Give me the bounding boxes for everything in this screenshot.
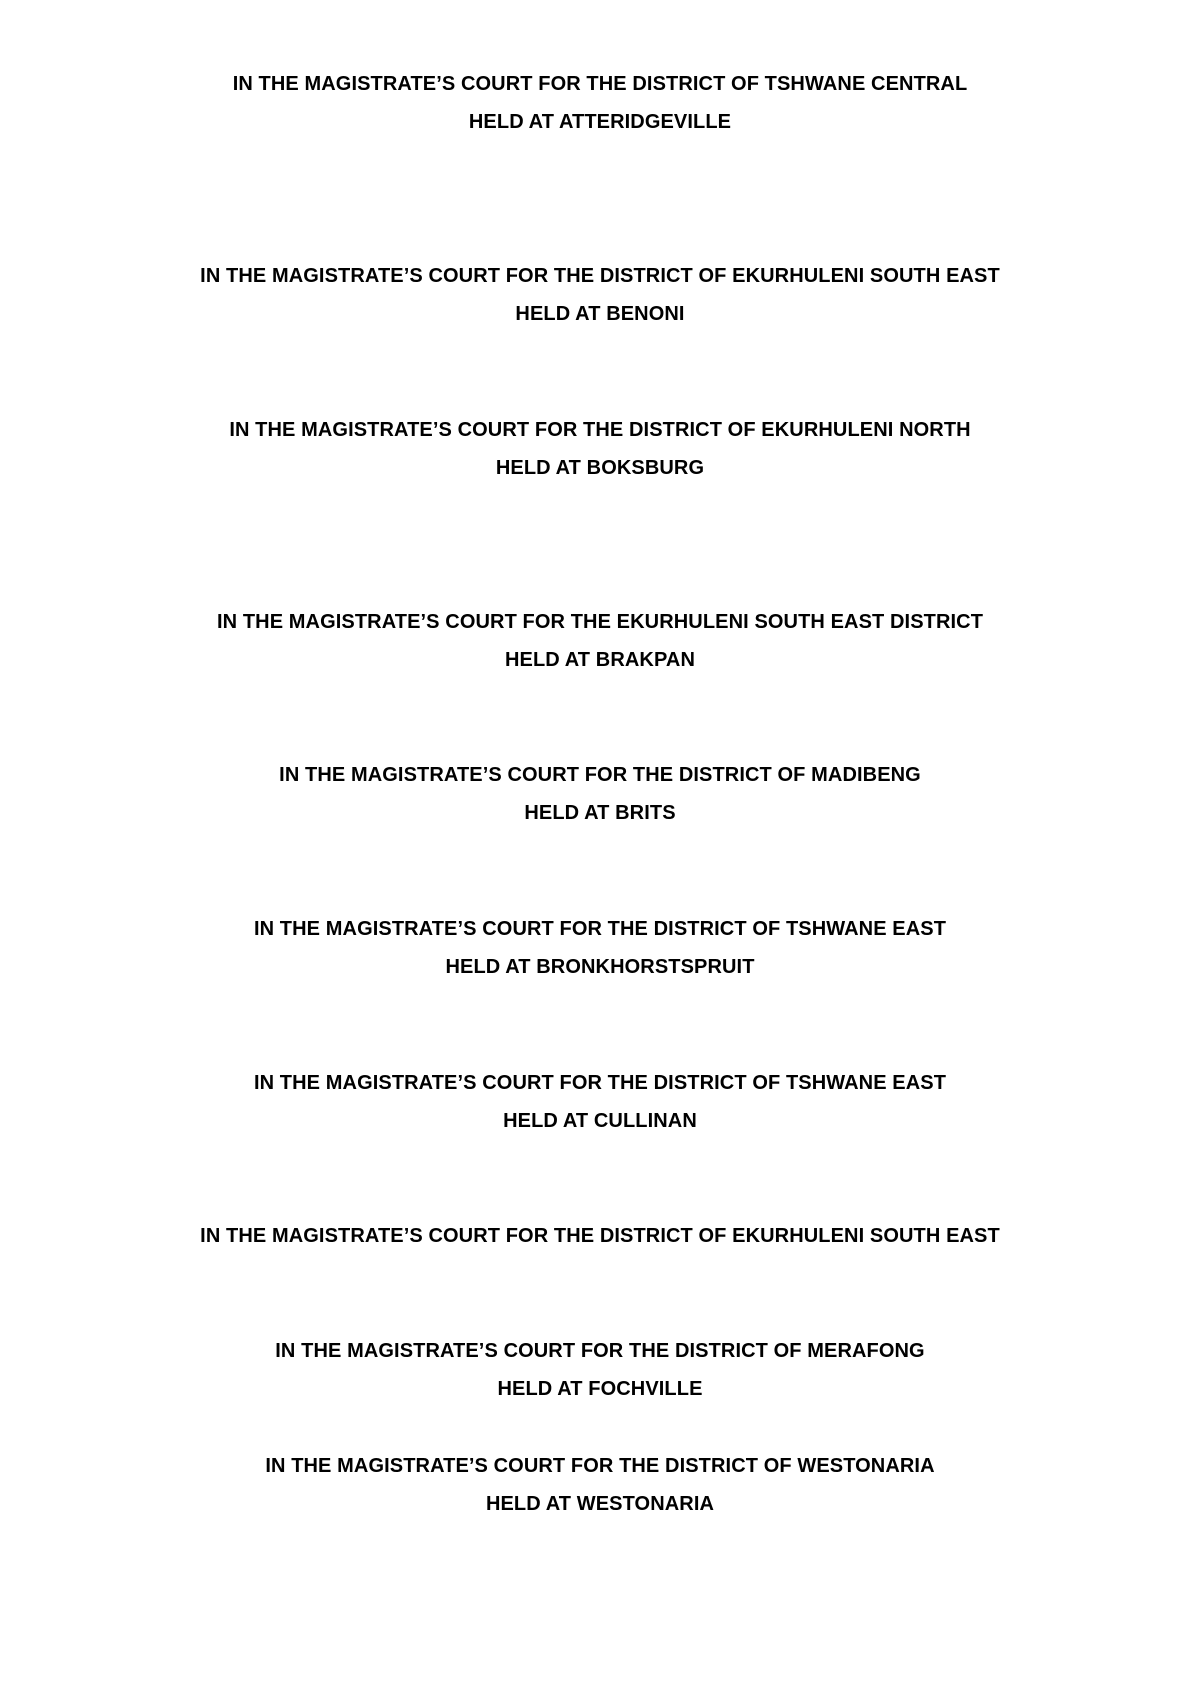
- court-venue: HELD AT CULLINAN: [503, 1110, 697, 1132]
- court-heading-block: [0, 257, 1200, 333]
- court-heading-block: [0, 1447, 1200, 1523]
- court-heading-block: [0, 756, 1200, 832]
- court-venue: HELD AT FOCHVILLE: [497, 1378, 703, 1400]
- court-heading-block: [0, 603, 1200, 679]
- court-heading-block: [0, 1217, 1200, 1255]
- court-venue: HELD AT BRONKHORSTSPRUIT: [445, 956, 755, 978]
- court-title: IN THE MAGISTRATE’S COURT FOR THE DISTRICT OF TSHWANE EAST: [253, 918, 947, 940]
- court-title: IN THE MAGISTRATE’S COURT FOR THE DISTRICT OF EKURHULENI SOUTH EAST: [200, 1225, 1000, 1247]
- court-title: IN THE MAGISTRATE’S COURT FOR THE DISTRICT OF WESTONARIA: [265, 1455, 935, 1477]
- court-venue: HELD AT BENONI: [515, 303, 685, 325]
- court-venue: HELD AT ATTERIDGEVILLE: [468, 111, 732, 133]
- court-venue: HELD AT WESTONARIA: [485, 1493, 715, 1515]
- court-title: IN THE MAGISTRATE’S COURT FOR THE DISTRICT OF MADIBENG: [279, 764, 921, 786]
- court-title: IN THE MAGISTRATE’S COURT FOR THE DISTRICT OF TSHWANE EAST: [253, 1072, 947, 1094]
- court-title: IN THE MAGISTRATE’S COURT FOR THE DISTRICT OF MERAFONG: [275, 1340, 925, 1362]
- court-venue: HELD AT BRITS: [524, 802, 676, 824]
- court-heading-block: [0, 65, 1200, 141]
- court-heading-block: [0, 1064, 1200, 1140]
- court-title: IN THE MAGISTRATE’S COURT FOR THE EKURHULENI SOUTH EAST DISTRICT: [216, 611, 984, 633]
- court-venue: HELD AT BRAKPAN: [504, 649, 695, 671]
- court-title: IN THE MAGISTRATE’S COURT FOR THE DISTRICT OF EKURHULENI SOUTH EAST: [200, 265, 1000, 287]
- court-heading-block: [0, 411, 1200, 487]
- court-title: IN THE MAGISTRATE’S COURT FOR THE DISTRICT OF TSHWANE CENTRAL: [232, 73, 968, 95]
- court-title: IN THE MAGISTRATE’S COURT FOR THE DISTRICT OF EKURHULENI NORTH: [229, 419, 971, 441]
- court-heading-block: [0, 1332, 1200, 1408]
- court-heading-block: [0, 910, 1200, 986]
- court-venue: HELD AT BOKSBURG: [495, 457, 705, 479]
